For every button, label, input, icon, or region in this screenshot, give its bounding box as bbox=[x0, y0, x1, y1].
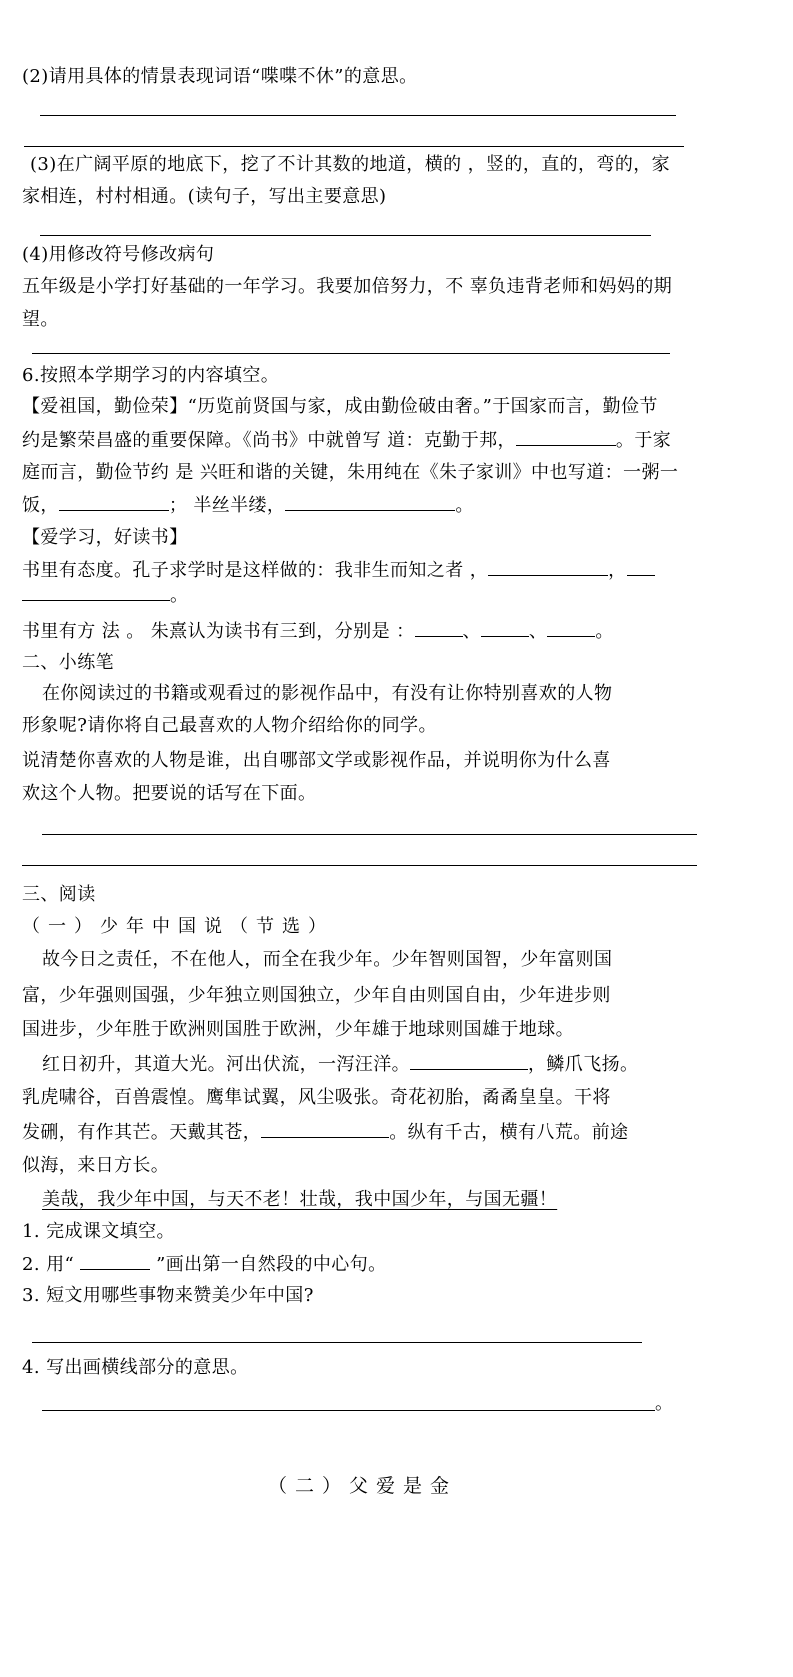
q6-paragraph1-line4: 饭， ； 半丝半缕， 。 bbox=[22, 495, 474, 516]
fill-blank[interactable] bbox=[516, 429, 616, 446]
passage-1-para1-line3: 国进步，少年胜于欧洲则国胜于欧洲，少年雄于地球则国雄于地球。 bbox=[22, 1019, 574, 1040]
passage-1-para1-line2: 富，少年强则国强，少年独立则国独立，少年自由则国自由，少年进步则 bbox=[22, 985, 611, 1006]
passage-1-underlined-sentence: 美哉，我少年中国，与天不老！壮哉，我中国少年，与国无疆！ bbox=[42, 1189, 558, 1210]
question-4-sentence-line1: 五年级是小学打好基础的一年学习。我要加倍努力，不 辜负违背老师和妈妈的期 bbox=[22, 276, 673, 297]
answer-line[interactable] bbox=[42, 834, 697, 835]
question-2-prompt: (2)请用具体的情景表现词语“喋喋不休”的意思。 bbox=[22, 66, 418, 87]
fill-blank[interactable] bbox=[488, 559, 608, 576]
reading-question-1: 1. 完成课文填空。 bbox=[22, 1221, 175, 1242]
answer-line[interactable] bbox=[42, 1410, 655, 1411]
passage-1-para2-line2: 乳虎啸谷，百兽震惶。鹰隼试翼，风尘吸张。奇花初胎，矞矞皇皇。干将 bbox=[22, 1087, 611, 1108]
reading-question-4: 4. 写出画横线部分的意思。 bbox=[22, 1357, 249, 1378]
q6-paragraph1-line3: 庭而言，勤俭节约 是 兴旺和谐的关键，朱用纯在《朱子家训》中也写道：一粥一 bbox=[22, 462, 679, 483]
fill-blank[interactable] bbox=[22, 584, 170, 601]
fill-blank[interactable] bbox=[261, 1121, 389, 1138]
question-6-prompt: 6.按照本学期学习的内容填空。 bbox=[22, 365, 280, 386]
fill-blank[interactable] bbox=[481, 620, 529, 637]
fill-blank[interactable] bbox=[59, 494, 169, 511]
q6-paragraph2-line1: 书里有态度。孔子求学时是这样做的：我非生而知之者 ， ， bbox=[22, 559, 655, 582]
answer-line[interactable] bbox=[32, 1342, 642, 1343]
q6-paragraph2-line2: 。 bbox=[22, 584, 188, 607]
q6-paragraph1-line2: 约是繁荣昌盛的重要保障。《尚书》中就曾写 道：克勤于邦， 。于家 bbox=[22, 430, 672, 451]
question-4-period: 。 bbox=[655, 1393, 674, 1414]
passage-1-title: （一）少年中国说（节选） bbox=[22, 916, 334, 937]
fill-blank[interactable] bbox=[415, 620, 463, 637]
q6-paragraph3: 书里有方 法 。 朱熹认为读书有三到，分别是 ： 、 、 。 bbox=[22, 621, 614, 642]
q6-heading-study: 【爱学习，好读书】 bbox=[22, 527, 188, 548]
question-4-sentence-line2: 望。 bbox=[22, 309, 59, 330]
section-2-text-line2: 形象呢?请你将自己最喜欢的人物介绍给你的同学。 bbox=[22, 715, 437, 736]
section-2-text-line1: 在你阅读过的书籍或观看过的影视作品中，有没有让你特别喜欢的人物 bbox=[42, 683, 613, 704]
passage-1-para1-line1: 故今日之责任，不在他人，而全在我少年。少年智则国智，少年富则国 bbox=[42, 949, 613, 970]
reading-question-3: 3. 短文用哪些事物来赞美少年中国? bbox=[22, 1285, 314, 1306]
fill-blank[interactable] bbox=[410, 1053, 528, 1070]
question-3-text-line2: 家相连，村村相通。(读句子，写出主要意思) bbox=[22, 186, 387, 207]
passage-1-para2-line1: 红日初升，其道大光。河出伏流，一泻汪洋。 ，鳞爪飞扬。 bbox=[42, 1054, 639, 1075]
question-3-text-line1: (3)在广阔平原的地底下，挖了不计其数的地道，横的 ，竖的，直的，弯的，家 bbox=[30, 154, 671, 175]
reading-question-2: 2. 用“ ”画出第一自然段的中心句。 bbox=[22, 1254, 387, 1275]
passage-1-para2-line4: 似海，来日方长。 bbox=[22, 1155, 170, 1176]
fill-blank[interactable] bbox=[547, 620, 595, 637]
section-3-title: 三、阅读 bbox=[22, 884, 96, 905]
question-4-prompt: (4)用修改符号修改病句 bbox=[22, 244, 215, 265]
passage-1-para2-line3: 发硎，有作其芒。天戴其苍， 。纵有千古，横有八荒。前途 bbox=[22, 1122, 629, 1143]
section-2-text-line3: 说清楚你喜欢的人物是谁，出自哪部文学或影视作品，并说明你为什么喜 bbox=[22, 750, 611, 771]
fill-blank[interactable] bbox=[627, 559, 655, 576]
fill-blank[interactable] bbox=[285, 494, 455, 511]
answer-line[interactable] bbox=[40, 235, 651, 236]
section-2-title: 二、小练笔 bbox=[22, 652, 114, 673]
section-2-text-line4: 欢这个人物。把要说的话写在下面。 bbox=[22, 783, 317, 804]
fill-blank[interactable] bbox=[80, 1253, 150, 1270]
answer-line[interactable] bbox=[22, 865, 697, 866]
answer-line[interactable] bbox=[32, 353, 670, 354]
answer-line[interactable] bbox=[24, 146, 684, 147]
answer-line[interactable] bbox=[40, 115, 676, 116]
q6-paragraph1-line1: 【爱祖国，勤俭荣】“历览前贤国与家，成由勤俭破由奢。”于国家而言，勤俭节 bbox=[22, 396, 658, 417]
passage-2-title: （二）父爱是金 bbox=[268, 1475, 458, 1497]
